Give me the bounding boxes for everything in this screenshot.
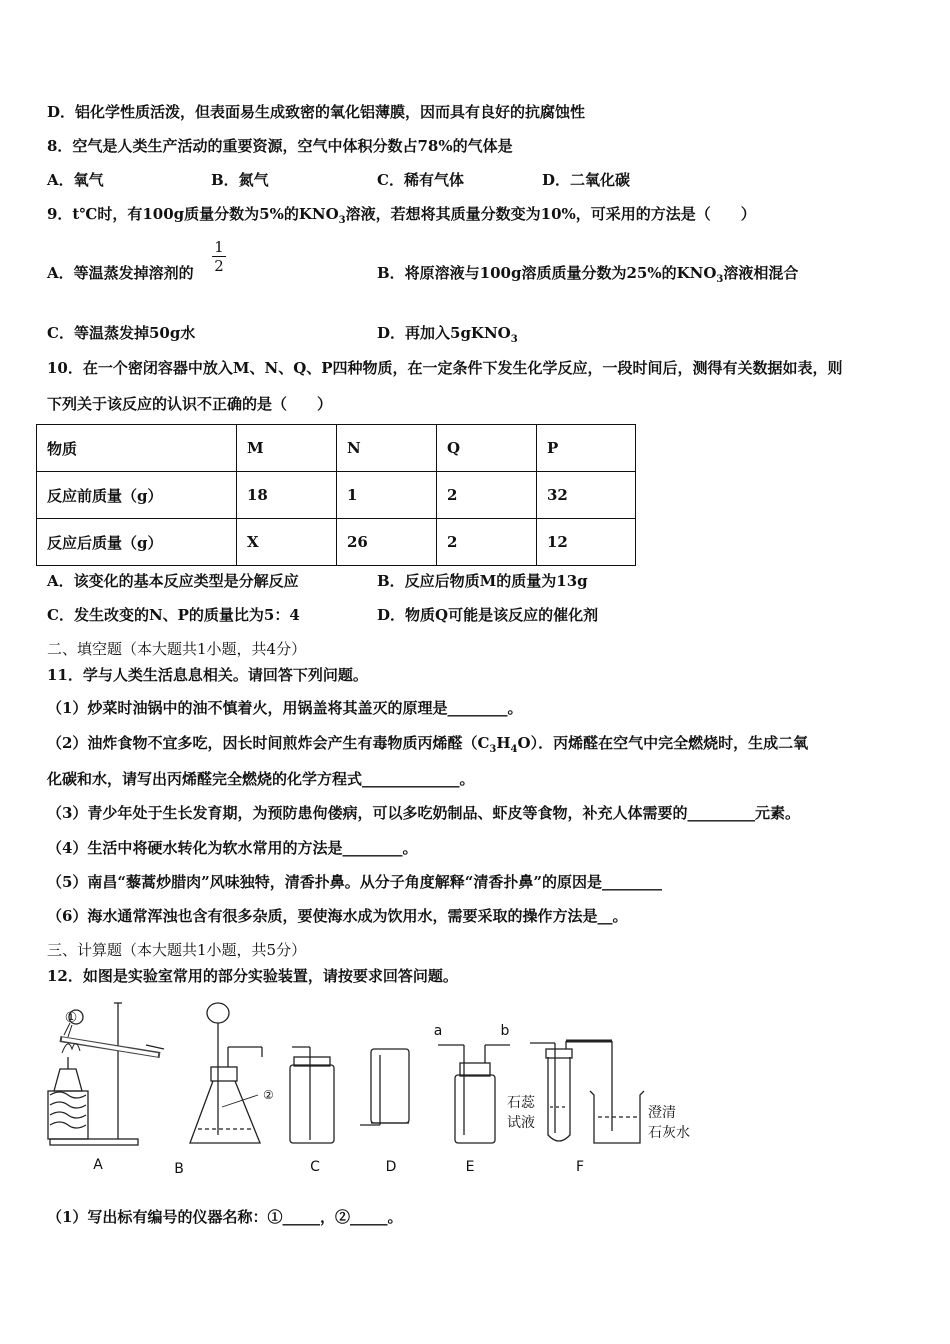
label-f: F <box>575 1159 585 1175</box>
q11-part2-line1: （2）油炸食物不宜多吃，因长时间煎炸会产生有毒物质丙烯醛$(C_3H_4O)$．丙烯醛在空气中完全燃烧时，生成二氧 <box>47 734 809 755</box>
label-a: A <box>93 1157 103 1173</box>
q10-stem-line2: 下列关于该反应的认识不正确的是（ ） <box>47 395 333 413</box>
lab-apparatus-figure <box>40 995 720 1180</box>
limewater-label-line2: 石灰水 <box>648 1125 690 1141</box>
q9-option-d: D．再加入5gKNO$_3$ <box>377 324 518 345</box>
q8-option-b: B．氮气 <box>211 171 269 189</box>
q8-option-a: A．氧气 <box>47 171 104 189</box>
q11-part4: （4）生活中将硬水转化为软水常用的方法是________。 <box>47 839 418 857</box>
litmus-label-line2: 试液 <box>507 1115 535 1131</box>
table-cell: Q <box>437 425 537 472</box>
apparatus-d <box>360 1049 409 1125</box>
q10-option-c: C．发生改变的N、P的质量比为5：4 <box>47 606 300 624</box>
table-cell: N <box>337 425 437 472</box>
table-cell: P <box>537 425 636 472</box>
apparatus-e <box>438 1045 510 1143</box>
apparatus-f <box>530 1041 644 1143</box>
table-row <box>37 472 636 519</box>
q11-part5: （5）南昌“藜蒿炒腊肉”风味独特，清香扑鼻。从分子角度解释“清香扑鼻”的原因是________ <box>47 873 662 891</box>
port-b: b <box>500 1023 510 1039</box>
q9-option-c: C．等温蒸发掉50g水 <box>47 324 196 342</box>
table-cell: 12 <box>537 519 636 566</box>
table-cell: X <box>237 519 337 566</box>
q10-option-a: A．该变化的基本反应类型是分解反应 <box>47 572 299 590</box>
apparatus-b <box>190 1003 262 1143</box>
q9-stem: 9．t℃时，有100g质量分数为5%的$KNO_3$溶液，若想将其质量分数变为10%，可采用的方法是（ ） <box>47 205 756 226</box>
q9-option-a: A．等温蒸发掉溶剂的 <box>47 264 194 282</box>
litmus-label-line1: 石蕊 <box>507 1095 535 1111</box>
q10-data-table <box>36 424 636 566</box>
label-e: E <box>465 1159 475 1175</box>
table-cell: 18 <box>237 472 337 519</box>
section-3-heading: 三、计算题（本大题共1小题，共5分） <box>47 941 307 959</box>
label-c: C <box>310 1159 320 1175</box>
table-cell: 32 <box>537 472 636 519</box>
q7-option-d: D．铝化学性质活泼，但表面易生成致密的氧化铝薄膜，因而具有良好的抗腐蚀性 <box>47 103 586 121</box>
table-cell: 反应前质量（g） <box>37 472 237 519</box>
port-a: a <box>433 1023 443 1039</box>
q8-option-c: C．稀有气体 <box>377 171 464 189</box>
q8-stem: 8．空气是人类生产活动的重要资源，空气中体积分数占78%的气体是 <box>47 137 513 155</box>
table-cell: M <box>237 425 337 472</box>
q11-part2-line2: 化碳和水，请写出丙烯醛完全燃烧的化学方程式_____________。 <box>47 770 475 788</box>
q10-stem-line1: 10．在一个密闭容器中放入M、N、Q、P四种物质，在一定条件下发生化学反应，一段时间后，测得有关数据如表，则 <box>47 359 843 377</box>
q10-option-b: B．反应后物质M的质量为13g <box>377 572 588 590</box>
table-cell: 1 <box>337 472 437 519</box>
apparatus-c <box>290 1047 334 1143</box>
fraction-numerator: 1 <box>212 238 226 257</box>
q10-option-d: D．物质Q可能是该反应的催化剂 <box>377 606 599 624</box>
q11-part3: （3）青少年处于生长发育期，为预防患佝偻病，可以多吃奶制品、虾皮等食物，补充人体需要的_________元素。 <box>47 804 800 822</box>
limewater-label-line1: 澄清 <box>648 1105 676 1121</box>
table-cell: 2 <box>437 519 537 566</box>
q11-part6: （6）海水通常浑浊也含有很多杂质，要使海水成为饮用水，需要采取的操作方法是__。 <box>47 907 628 925</box>
table-row <box>37 519 636 566</box>
table-header-row <box>37 425 636 472</box>
q11-stem: 11．学与人类生活息息相关。请回答下列问题。 <box>47 666 368 684</box>
table-cell: 2 <box>437 472 537 519</box>
table-cell: 物质 <box>37 425 237 472</box>
marker-2: ② <box>263 1088 274 1102</box>
q12-stem: 12．如图是实验室常用的部分实验装置，请按要求回答问题。 <box>47 967 458 985</box>
table-cell: 26 <box>337 519 437 566</box>
q11-part1: （1）炒菜时油锅中的油不慎着火，用锅盖将其盖灭的原理是________。 <box>47 699 523 717</box>
label-d: D <box>385 1159 397 1175</box>
table-cell: 反应后质量（g） <box>37 519 237 566</box>
section-2-heading: 二、填空题（本大题共1小题，共4分） <box>47 640 307 658</box>
q12-part1: （1）写出标有编号的仪器名称：①_____，②_____。 <box>47 1208 403 1226</box>
q8-option-d: D．二氧化碳 <box>542 171 631 189</box>
fraction-denominator: 2 <box>214 257 224 275</box>
q9-fraction <box>212 238 226 275</box>
q9-option-b: B．将原溶液与100g溶质质量分数为25%的$KNO_3$溶液相混合 <box>377 264 799 285</box>
label-b: B <box>174 1161 184 1177</box>
marker-1: ① <box>64 1010 78 1026</box>
